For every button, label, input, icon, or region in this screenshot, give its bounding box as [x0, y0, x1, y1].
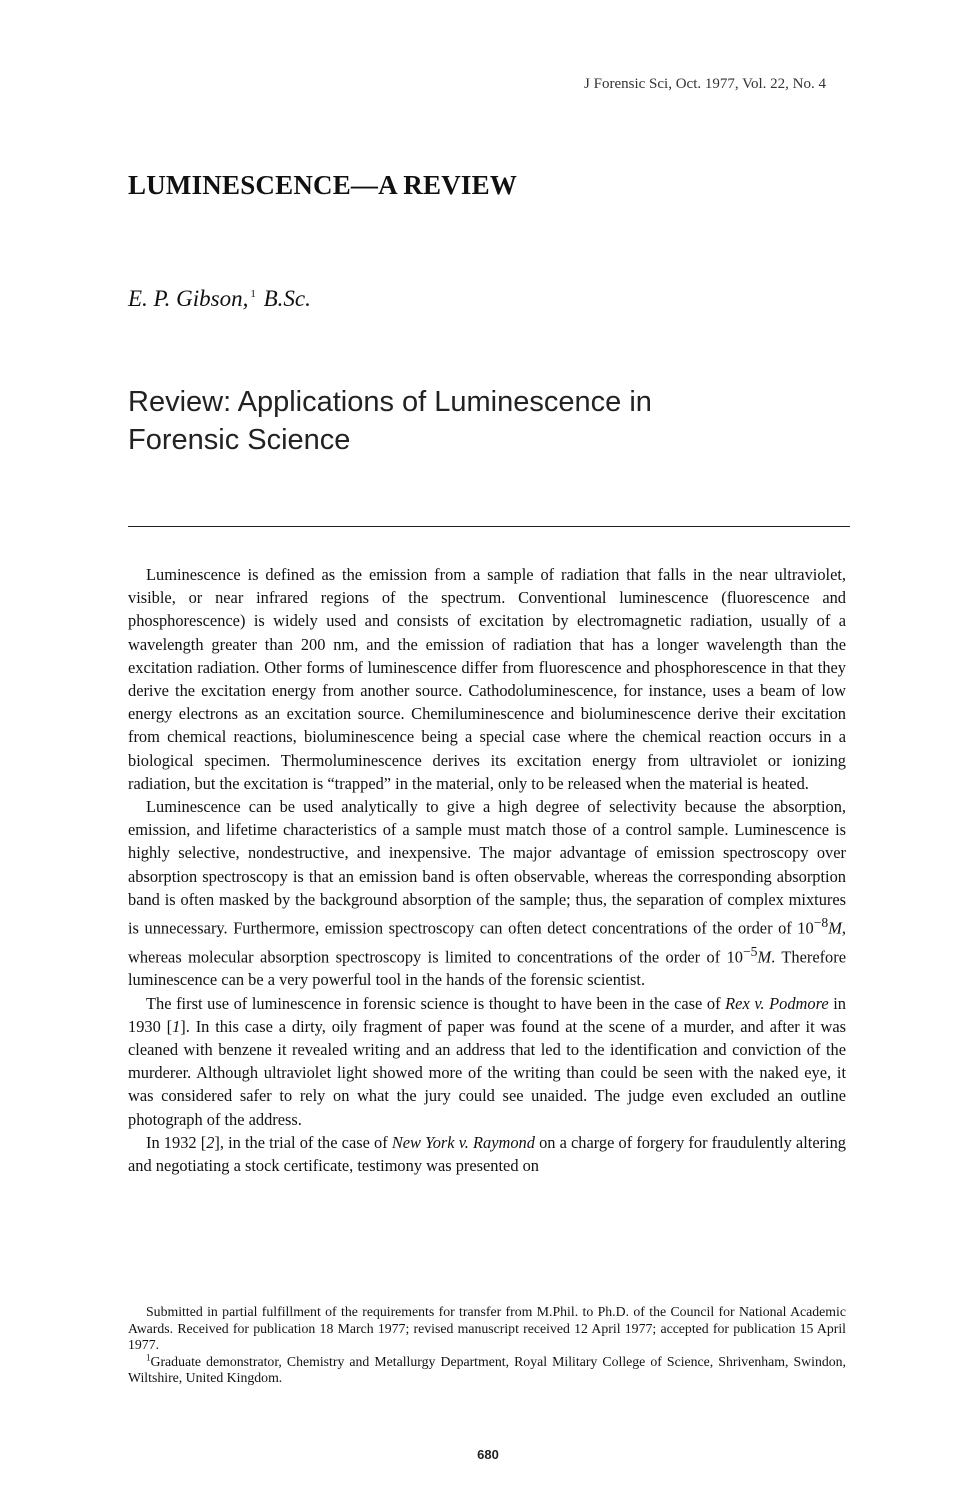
- author-footnote-mark: 1: [250, 288, 256, 301]
- author-line: [128, 286, 311, 312]
- body-paragraph-3: The first use of luminescence in forensic science is thought to have been in the case of Rex v. Podmore in 1930 [1]. In this case a dirty, oily fragment of paper was found at the scene of a murder, and after it was cleaned with benzene it revealed writing and an address that led to the identification and conviction of the murderer. Although ultraviolet light showed more of the writing than could be seen with the naked eye, it was considered safer to rely on what the jury could see unaided. The judge even excluded an outline photograph of the address.: [128, 993, 846, 1129]
- author-name: E. P. Gibson,: [128, 286, 249, 311]
- affiliation-note: $^1$Graduate demonstrator, Chemistry and Metallurgy Department, Royal Military College of Science, Shrivenham, Swindon, Wiltshire, United Kingdom.: [128, 1352, 846, 1386]
- page-number: 680: [477, 1447, 499, 1462]
- review-heading: Review: Applications of Luminescence in Forensic Science: [128, 386, 652, 456]
- exponent-minus-5: −5: [742, 943, 758, 959]
- author-degree: B.Sc.: [263, 286, 311, 311]
- case-name-raymond: New York v. Raymond: [391, 1132, 535, 1152]
- article-title: LUMINESCENCE—A REVIEW: [128, 170, 518, 200]
- footnotes: [128, 1304, 846, 1387]
- article-body: [128, 563, 846, 1177]
- case-name-podmore: Rex v. Podmore: [725, 993, 829, 1013]
- body-paragraph-2: Luminescence can be used analytically to give a high degree of selectivity because the absorption, emission, and lifetime characteristics of a sample must match those of a control sample. Luminescence is highly selective, nondestructive, and inexpensive. The major advantage of emission spectroscopy over absorption spectroscopy is that an emission band is often observable, whereas the corresponding absorption band is often masked by the background absorption of the sample; thus, the separation of complex mixtures is unnecessary. Furthermore, emission spectroscopy can often detect concentrations of the order of $10^{-8}M$, whereas molecular absorption spectroscopy is limited to concentrations of the order of $10^{-5}M$. Therefore luminescence can be a very powerful tool in the hands of the forensic scientist.: [128, 797, 846, 990]
- reference-1: 1: [172, 1016, 181, 1036]
- reference-2: 2: [206, 1132, 215, 1152]
- submission-note: Submitted in partial fulfillment of the requirements for transfer from M.Phil. to Ph.D. of the Council for National Academic Awards. Received for publication 18 March 1977; revised manuscript received 12 April 1977; accepted for publication 15 April 1977.: [128, 1304, 846, 1353]
- body-paragraph-4: In 1932 [2], in the trial of the case of New York v. Raymond on a charge of forgery for fraudulently altering and negotiating a stock certificate, testimony was presented on: [128, 1132, 846, 1176]
- section-divider: [128, 526, 850, 527]
- body-paragraph-1: Luminescence is defined as the emission from a sample of radiation that falls in the near ultraviolet, visible, or near infrared regions of the spectrum. Conventional luminescence (fluorescence and phosphorescence) is widely used and consists of excitation by electromagnetic radiation, usually of a wavelength greater than 200 nm, and the emission of radiation that has a longer wavelength than the excitation radiation. Other forms of luminescence differ from fluorescence and phosphorescence in that they derive the excitation energy from another source. Cathodoluminescence, for instance, uses a beam of low energy electrons as an excitation source. Chemiluminescence and bioluminescence derive their excitation from chemical reactions, bioluminescence being a special case where the chemical reaction occurs in a biological specimen. Thermoluminescence derives its excitation energy from ultraviolet or ionizing radiation, but the excitation is “trapped” in the material, only to be released when the material is heated.: [128, 565, 846, 793]
- journal-citation: J Forensic Sci, Oct. 1977, Vol. 22, No. 4: [584, 76, 826, 92]
- affiliation-footnote-mark: 1: [146, 1352, 151, 1363]
- exponent-minus-8: −8: [813, 915, 829, 931]
